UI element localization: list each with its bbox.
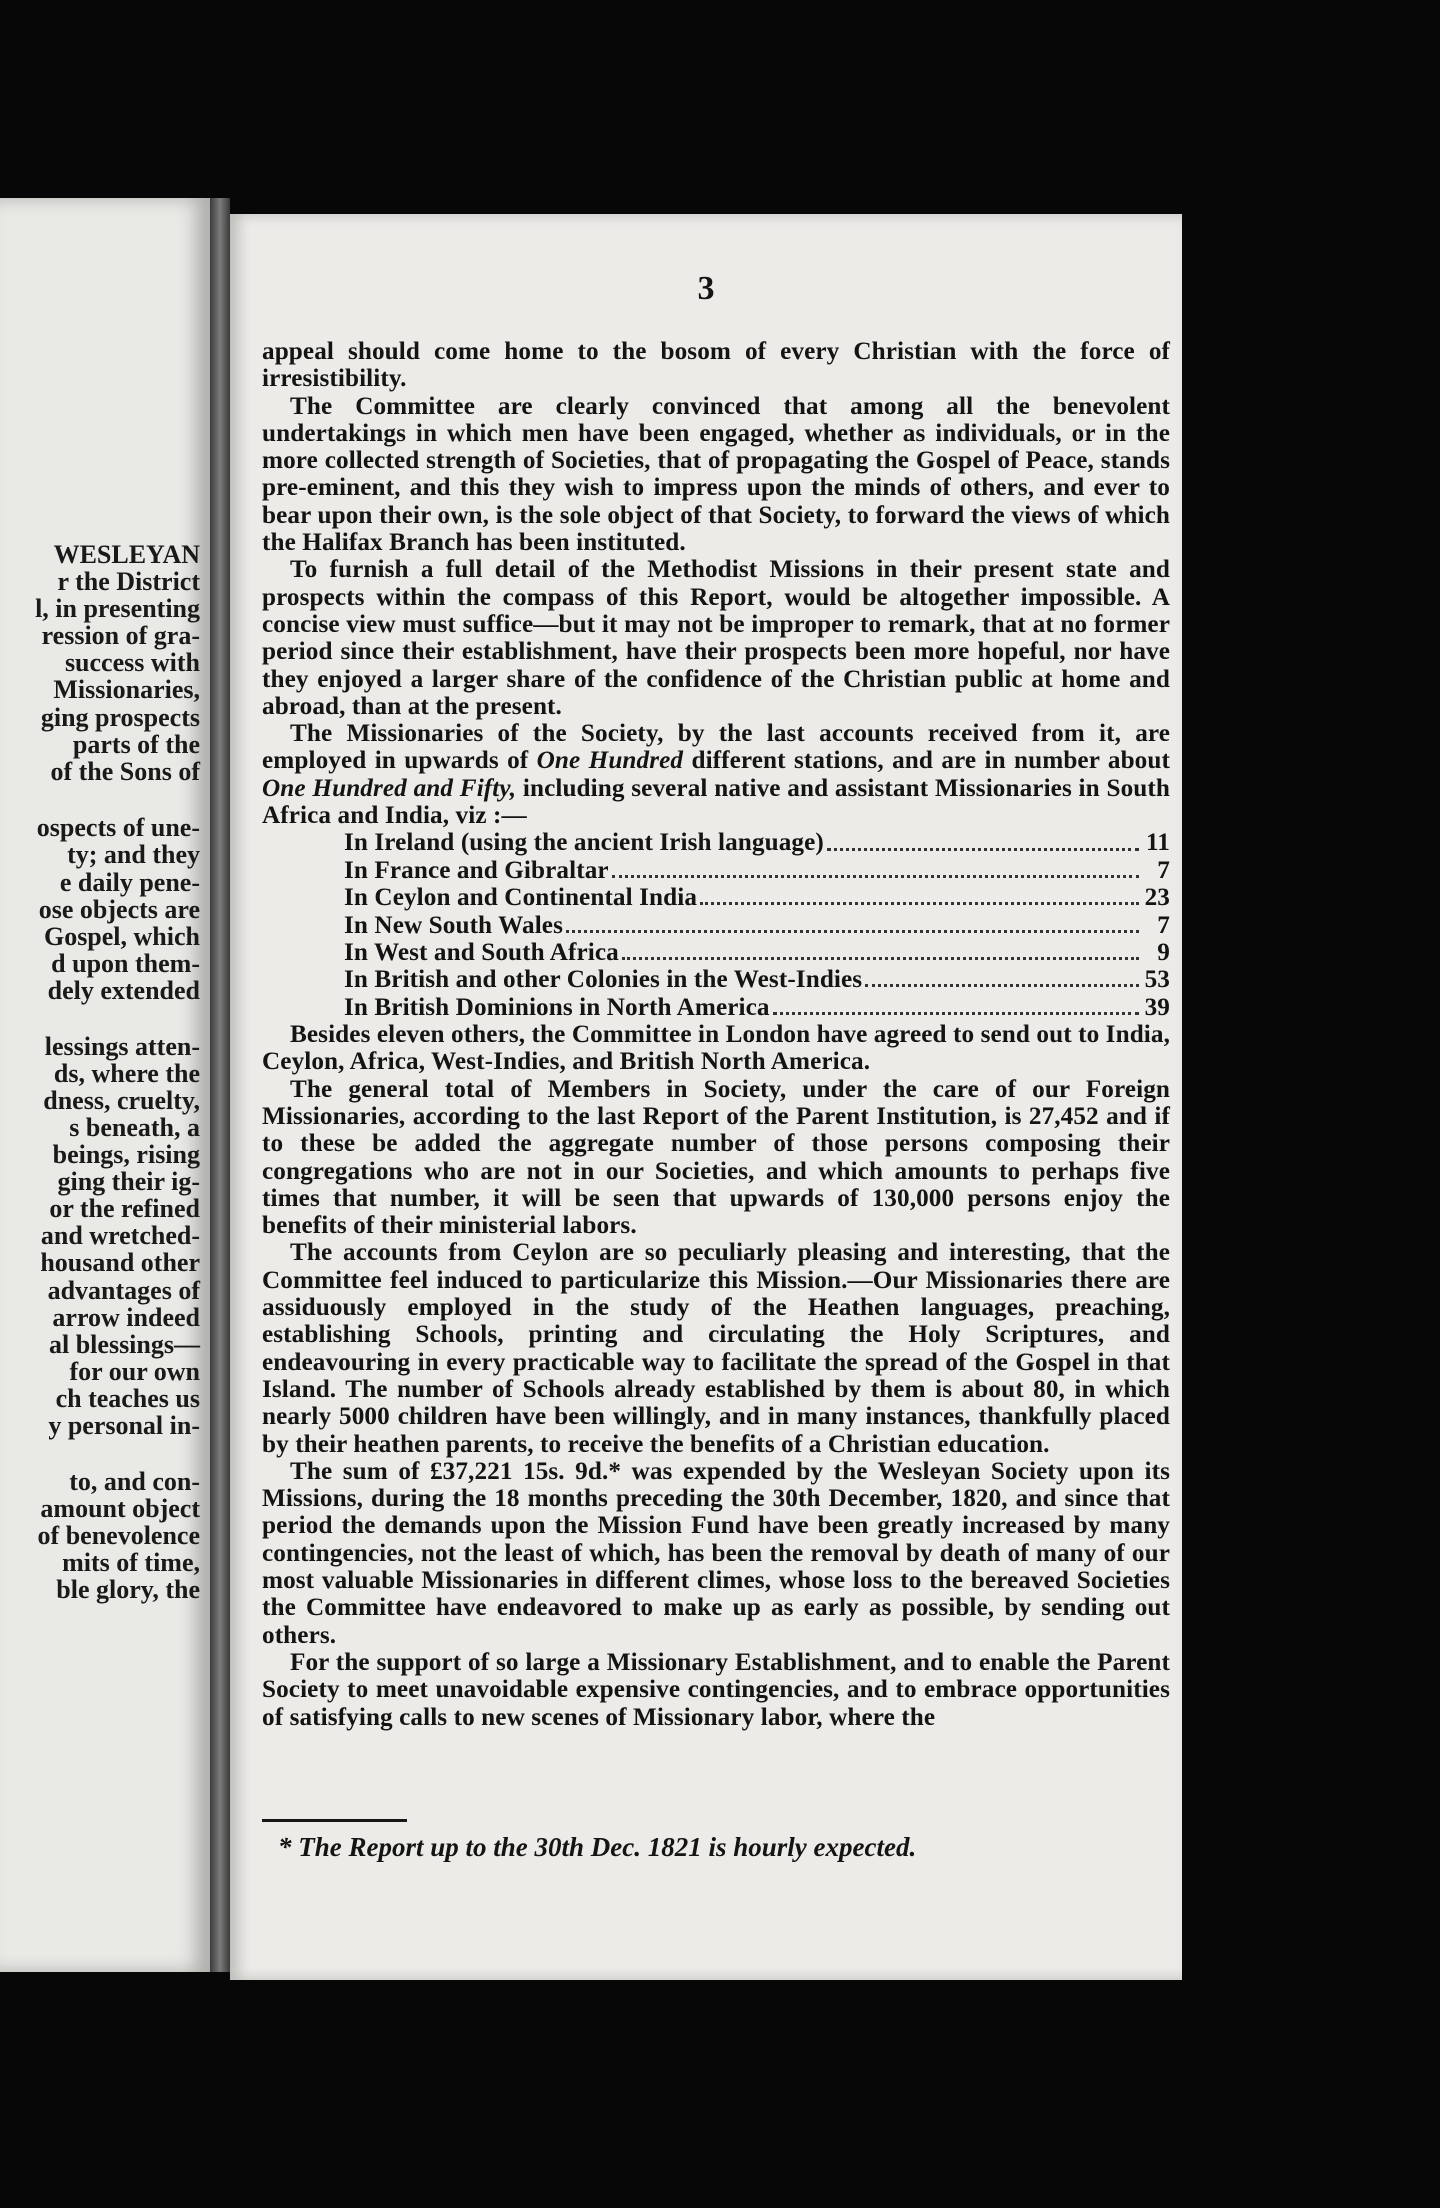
distribution-row [344, 829, 1170, 856]
left-page-line: lessings atten- [44, 1032, 200, 1061]
left-page-line: parts of the [72, 730, 200, 759]
footnote: * The Report up to the 30th Dec. 1821 is hourly expected. [278, 1832, 917, 1862]
left-page-line: l, in presenting [35, 594, 200, 623]
distribution-count: 11 [1146, 829, 1170, 857]
page-number: 3 [697, 270, 715, 307]
left-page-line: y personal in- [48, 1411, 200, 1440]
paragraph-5: Besides eleven others, the Committee in London have agreed to send out to India, Ceylon, Africa, West-Indies, and British North America. [262, 1021, 1170, 1076]
paragraph-2: The Committee are clearly convinced that among all the benevolent undertakings in which men have been engaged, whether as individuals, or in the more collected strength of Societies, that of propagating the Gospel of Peace, stands pre-eminent, and this they wish to impress upon the minds of others, and ever to bear upon their own, is the sole object of that Society, to forward the views of which the Halifax Branch has been instituted. [262, 392, 1170, 557]
left-page-line: al blessings— [49, 1330, 200, 1359]
left-page-line: amount object [40, 1494, 200, 1523]
distribution-count: 23 [1144, 884, 1170, 912]
distribution-row [344, 939, 1170, 966]
left-page-line: Missionaries, [53, 675, 200, 704]
distribution-row [344, 884, 1170, 911]
distribution-count: 53 [1144, 966, 1170, 994]
left-page-line: arrow indeed [52, 1303, 200, 1332]
paragraph-4-part-e: including several native and assistant Missionaries in South Africa and India, viz :— [262, 774, 1170, 830]
left-page-line: r the District [57, 567, 200, 596]
left-page-line: s beneath, a [69, 1113, 200, 1142]
paragraph-4-part-c: different stations, and are in number about [683, 747, 1170, 775]
paragraph-9: For the support of so large a Missionary Establishment, and to enable the Parent Society to meet unavoidable expensive contingencies, and to embrace opportunities of satisfying calls to new scenes of Missionary labor, where the [262, 1648, 1170, 1731]
left-page-line: to, and con- [69, 1467, 200, 1496]
dot-leader [773, 1012, 1139, 1015]
distribution-row [344, 966, 1170, 993]
distribution-region: In New South Wales [344, 911, 563, 939]
left-page-line: for our own [69, 1357, 200, 1386]
left-page-line: housand other [40, 1248, 200, 1277]
left-page-line: ospects of une- [36, 813, 200, 842]
missionary-distribution-list [262, 829, 1170, 1021]
left-page-fragment [0, 198, 210, 1972]
distribution-region: In France and Gibraltar [344, 856, 609, 884]
left-page-line: ty; and they [67, 840, 200, 869]
left-page-line: Gospel, which [43, 922, 200, 951]
distribution-count: 7 [1157, 911, 1170, 939]
left-page-line: or the refined [49, 1194, 200, 1223]
dot-leader [566, 930, 1139, 933]
left-page-line: ds, where the [53, 1059, 200, 1088]
left-page-line: ch teaches us [55, 1384, 200, 1413]
dot-leader [700, 902, 1139, 905]
left-page-line: of the Sons of [50, 757, 200, 786]
distribution-row [344, 994, 1170, 1021]
distribution-region: In British and other Colonies in the West-Indies [344, 966, 863, 994]
dot-leader [827, 848, 1139, 851]
distribution-count: 7 [1157, 856, 1170, 884]
paragraph-1: appeal should come home to the bosom of every Christian with the force of irresistibility. [262, 338, 1170, 393]
paragraph-7: The accounts from Ceylon are so peculiarly pleasing and interesting, that the Committee feel induced to particularize this Mission.—Our Missionaries there are assiduously employed in the study of the Heathen languages, preaching, establishing Schools, printing and circulating the Holy Scriptures, and endeavouring in every practicable way to facilitate the spread of the Gospel in that Island. The number of Schools already established by them is about 80, in which nearly 5000 children have been willingly, and in many instances, thankfully placed by their heathen parents, to receive the benefits of a Christian education. [262, 1239, 1170, 1458]
paragraph-8: The sum of £37,221 15s. 9d.* was expended by the Wesleyan Society upon its Missions, during the 18 months preceding the 30th December, 1820, and since that period the demands upon the Mission Fund have been greatly increased by many contingencies, not the least of which, has been the removal by death of many of our most valuable Missionaries in different climes, whose loss to the bereaved Societies the Committee have endeavored to make up as early as possible, by sending out others. [262, 1457, 1170, 1649]
distribution-region: In West and South Africa [344, 939, 619, 966]
paragraph-6: The general total of Members in Society, under the care of our Foreign Missionaries, according to the last Report of the Parent Institution, is 27,452 and if to these be added the aggregate number of those persons composing their congregations who are not in our Societies, and which amounts to perhaps five times that number, it will be seen that upwards of 130,000 persons enjoy the benefits of their ministerial labors. [262, 1075, 1170, 1240]
paragraph-4-part-a: The Missionaries of the Society, by the last accounts received from it, are employed in upwards of [262, 720, 1170, 775]
left-page-line: dely extended [47, 976, 200, 1005]
left-page-line: mits of time, [62, 1548, 200, 1577]
left-page-line: ose objects are [38, 895, 200, 924]
left-page-line: ression of gra- [41, 621, 200, 650]
book-gutter [210, 198, 230, 1972]
distribution-count: 39 [1144, 993, 1170, 1021]
dot-leader [612, 875, 1139, 878]
distribution-count: 9 [1157, 939, 1170, 966]
left-page-line: dness, cruelty, [43, 1086, 200, 1115]
paragraph-4-emphasis-number: One Hundred and Fifty, [262, 774, 517, 802]
distribution-row [344, 857, 1170, 884]
left-page-line: WESLEYAN [53, 540, 200, 569]
footnote-rule [262, 1819, 407, 1822]
left-page-line: of benevolence [37, 1521, 200, 1550]
left-page-line: ble glory, the [56, 1575, 200, 1604]
left-page-line: d upon them- [51, 949, 200, 978]
left-page-line: advantages of [47, 1276, 200, 1305]
distribution-region: In Ireland (using the ancient Irish language) [344, 829, 824, 857]
paragraph-4-emphasis-stations: One Hundred [536, 747, 684, 775]
distribution-region: In British Dominions in North America [344, 993, 770, 1021]
left-page-line: and wretched- [40, 1221, 200, 1250]
paragraph-3: To furnish a full detail of the Methodist Missions in their present state and prospects within the compass of this Report, would be altogether impossible. A concise view must suffice—but it may not be improper to remark, that at no former period since their establishment, have their prospects been more hopeful, nor have they enjoyed a larger share of the confidence of the Christian public at home and abroad, than at the present. [262, 556, 1170, 720]
left-page-line: ging prospects [40, 703, 200, 732]
left-page-line: beings, rising [52, 1140, 200, 1169]
body-text [262, 338, 1170, 1731]
left-page-line: ging their ig- [57, 1167, 200, 1196]
distribution-region: In Ceylon and Continental India [344, 884, 698, 912]
right-page [230, 214, 1182, 1980]
left-page-line: e daily pene- [59, 868, 200, 897]
left-page-line: success with [64, 648, 200, 677]
distribution-row [344, 912, 1170, 939]
dot-leader [622, 957, 1139, 960]
dot-leader [865, 984, 1139, 987]
paragraph-4 [262, 720, 1170, 829]
